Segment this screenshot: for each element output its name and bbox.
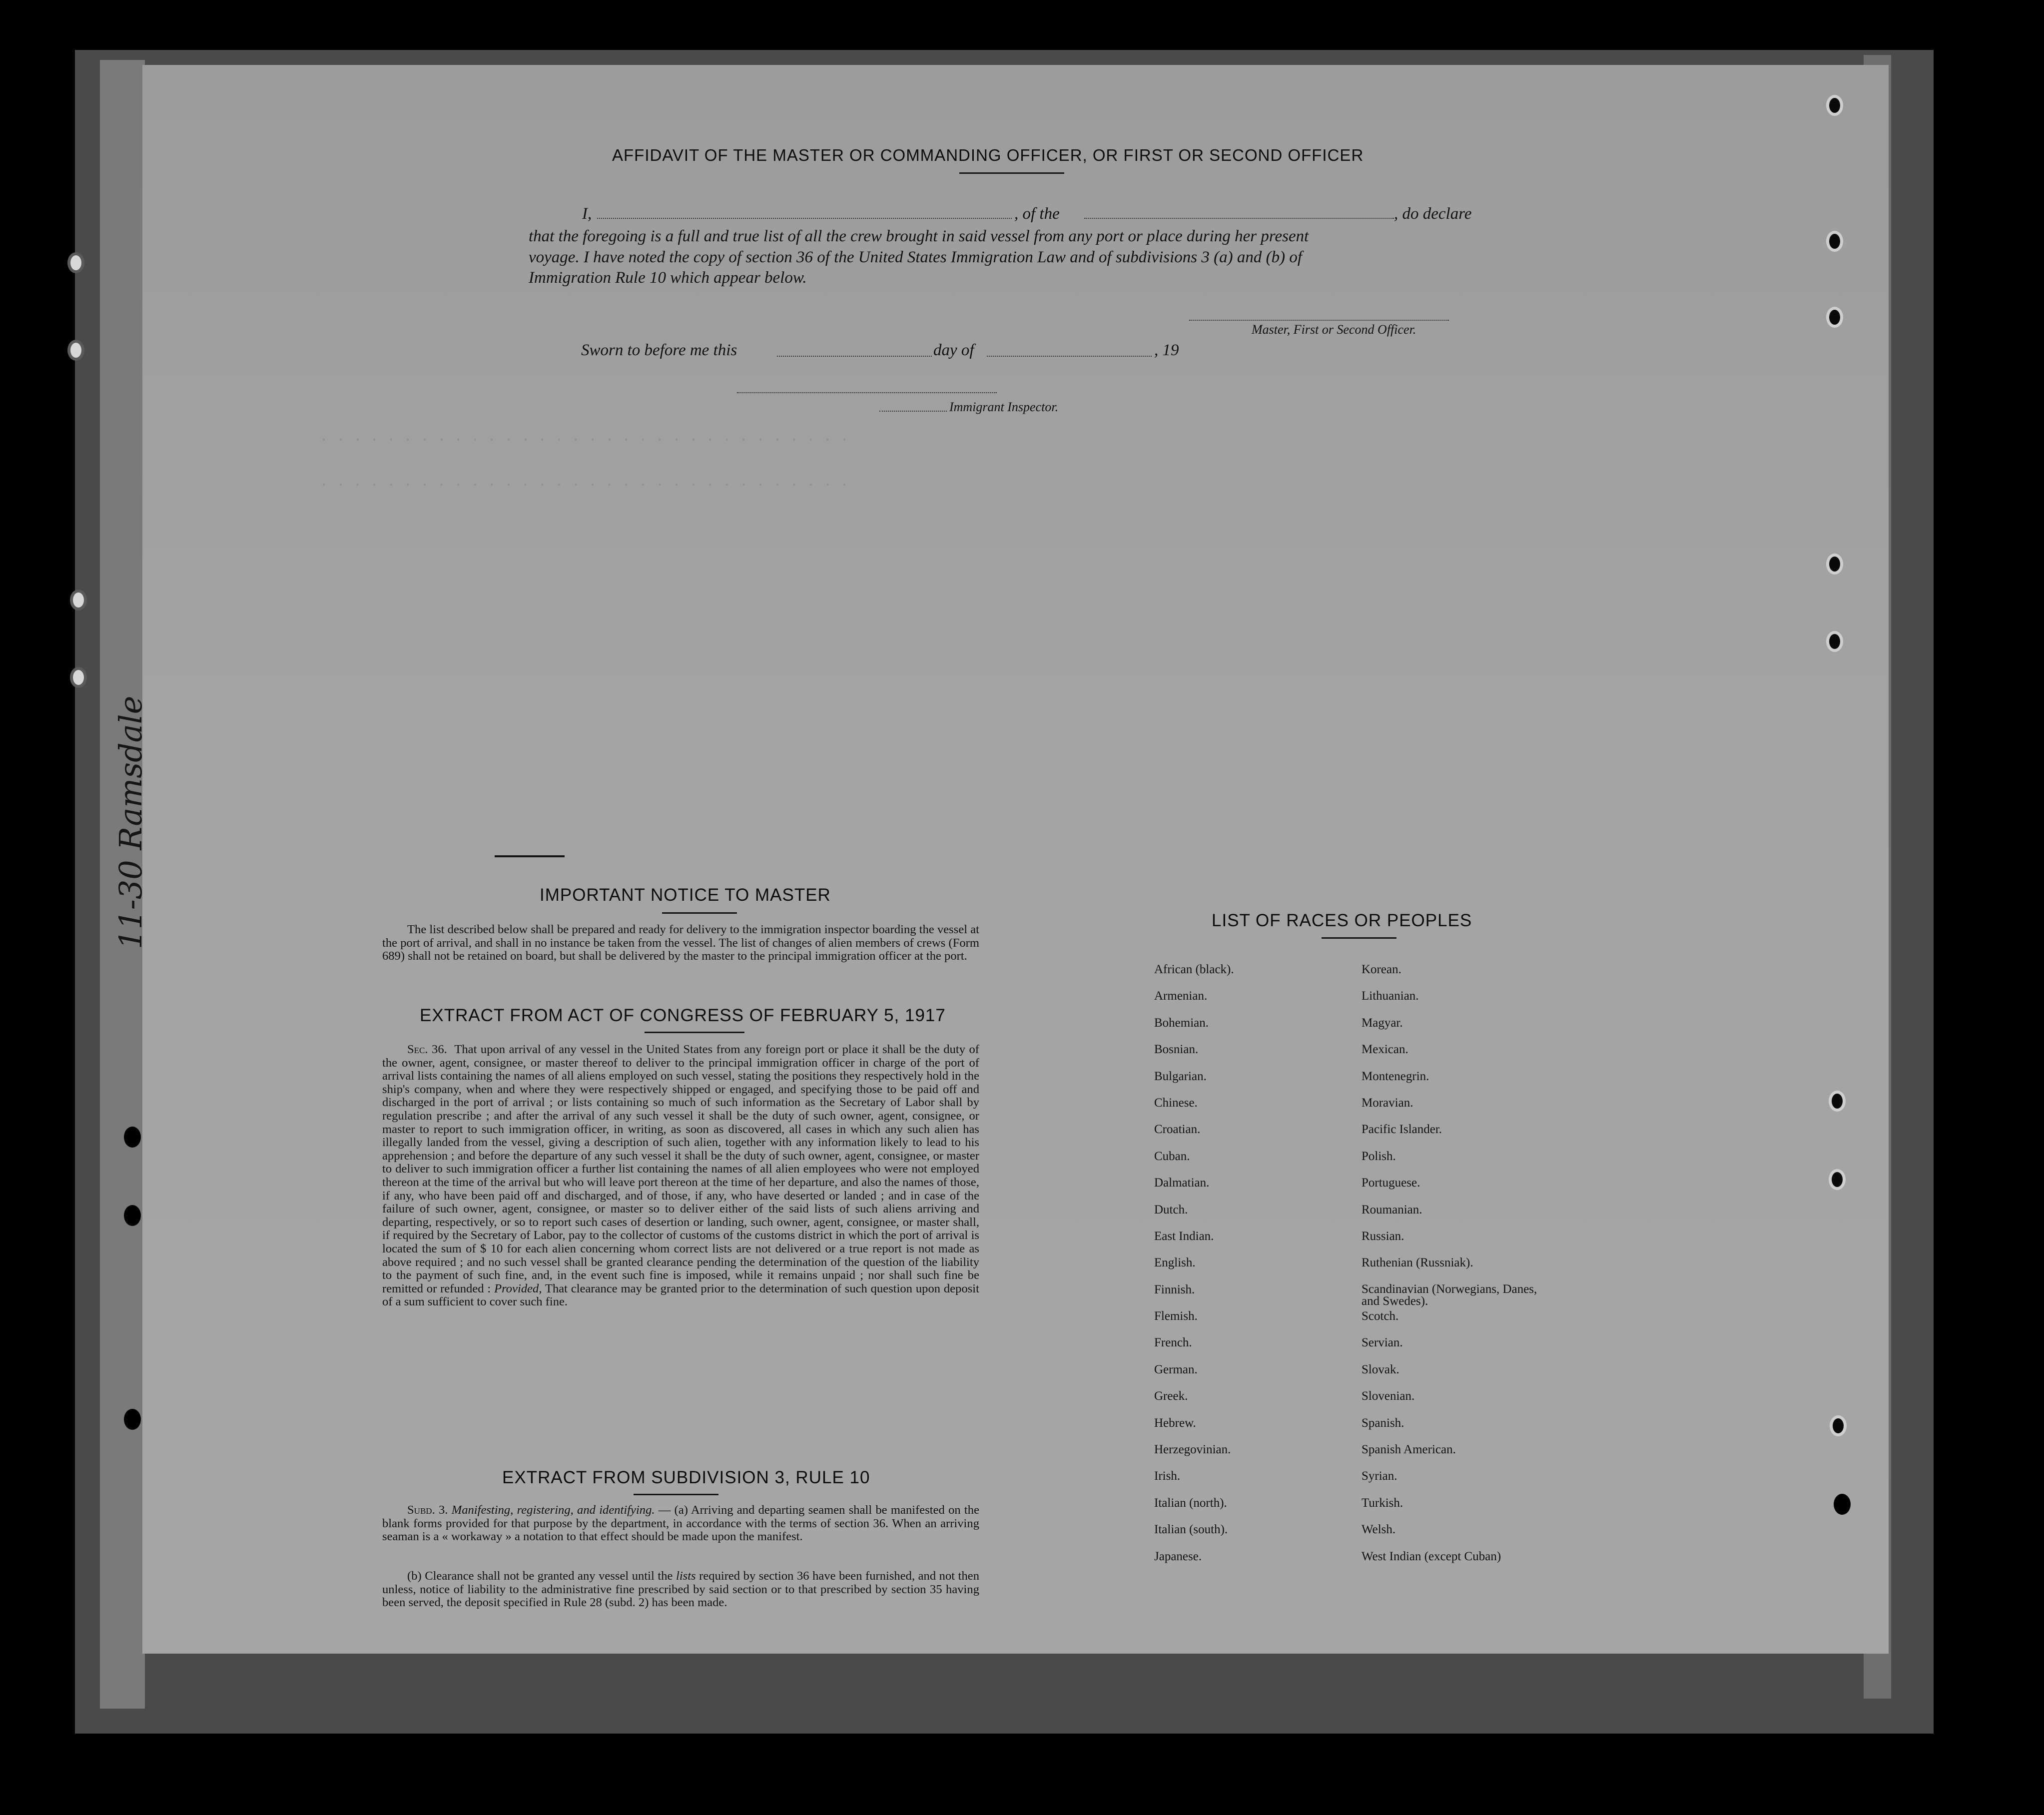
- subdivision-para-b: [382, 1570, 979, 1610]
- affidavit-line: voyage. I have noted the copy of section 36 of the United States Immigration Law and of subdivisions 3 (a) and (b) of: [529, 248, 1303, 266]
- affidavit-line: Immigration Rule 10 which appear below.: [529, 269, 807, 287]
- extract-act-title: EXTRACT FROM ACT OF CONGRESS OF FEBRUARY 5, 1917: [420, 1006, 946, 1025]
- race-item: Pacific Islander.: [1362, 1123, 1442, 1137]
- section-36-body: That upon arrival of any vessel in the United States from any foreign port or place it shall be the duty of the owner, agent, consignee, or master thereof to deliver to the principal immigration officer in charge of the port of arrival lists containing the names of all aliens employed on such vessel, stating the positions they respectively hold in the ship's company, when and where they were respectively shipped or engaged, and specifying those to be paid off and discharged in the port of arrival ; or lists containing so much of such information as the Secretary of Labor shall by regulation prescribe ; and after the arrival of any such vessel it shall be the duty of such owner, agent, consignee, or master to report to such immigration officer, in writing, as soon as discovered, all cases in which any such alien has illegally landed from the vessel, giving a description of such alien, together with any information likely to lead to his apprehension ; and before the departure of any such vessel it shall be the duty of such owner, agent, consignee, or master to deliver to such immigration officer a further list containing the names of all alien employees who were not employed thereon at the time of the arrival but who will leave port thereon at the time of her departure, and also the names of those, if any, who have been paid off and discharged, and of those, if any, who have deserted or landed ; and in case of the failure of such owner, agent, consignee, or master so to deliver either of the said lists of such aliens arriving and departing, respectively, or so to report such cases of desertion or landing, such owner, agent, consignee, or master shall, if required by the Secretary of Labor, pay to the collector of customs of the customs district in which the port of arrival is located the sum of $ 10 for each alien concerning whom correct lists are not delivered or a true report is not made as above required ; and no such vessel shall be granted clearance pending the determination of the question of the liability to the payment of such fine, and, in the event such fine is imposed, while it remains unpaid ; nor shall such fine be remitted or refunded :: [382, 1043, 979, 1295]
- binder-hole: [1826, 231, 1843, 252]
- extract-rule-underline: [634, 1494, 718, 1495]
- notice-title: IMPORTANT NOTICE TO MASTER: [540, 885, 831, 905]
- races-left-column: [1154, 963, 1234, 1577]
- sworn-label: Sworn to before me this: [581, 341, 737, 359]
- master-signature-line[interactable]: [1189, 320, 1449, 321]
- name-blank[interactable]: [597, 218, 1012, 219]
- race-item: Chinese.: [1154, 1096, 1198, 1110]
- month-blank[interactable]: [987, 356, 1152, 357]
- binder-hole: [1830, 1415, 1847, 1436]
- section-label: Sec. 36.: [407, 1043, 447, 1056]
- race-item: Korean.: [1362, 963, 1401, 976]
- race-item: West Indian (except Cuban): [1362, 1549, 1501, 1563]
- decl-do-declare: , do declare: [1394, 205, 1472, 223]
- race-item: Russian.: [1362, 1229, 1404, 1243]
- bleed-through-text: . . . . . . . . . . . . . . . . . . . . . . . . . . . . . . . .: [320, 430, 849, 445]
- notice-text: The list described below shall be prepared and ready for delivery to the immigration inspector boarding the vessel at the port of arrival, and shall in no instance be taken from the vessel. The list of changes of alien members of crews (Form 689) shall not be retained on board, but shall be delivered by the master to the principal immigration officer at the port.: [382, 923, 979, 963]
- race-item: Bulgarian.: [1154, 1069, 1207, 1083]
- binder-hole: [1826, 631, 1843, 652]
- affidavit-line: that the foregoing is a full and true list of all the crew brought in said vessel from any port or place during her present: [529, 227, 1309, 245]
- race-item: Servian.: [1362, 1336, 1403, 1350]
- affidavit-title: AFFIDAVIT OF THE MASTER OR COMMANDING OFFICER, OR FIRST OR SECOND OFFICER: [612, 146, 1364, 164]
- section-36-end: That clearance may be granted prior to the determination of such question upon deposit of a sum sufficient to cover such fine.: [382, 1281, 979, 1309]
- race-item: Italian (south).: [1154, 1523, 1228, 1537]
- race-item: Spanish.: [1362, 1416, 1404, 1430]
- binder-hole: [124, 1205, 141, 1226]
- race-item: Ruthenian (Russniak).: [1362, 1256, 1473, 1270]
- race-item: Magyar.: [1362, 1016, 1403, 1030]
- master-signature-label: Master, First or Second Officer.: [1252, 322, 1416, 337]
- binder-hole: [1834, 1494, 1851, 1515]
- subdivision-heading: Manifesting, registering, and identifying.: [451, 1503, 655, 1517]
- binder-hole: [67, 340, 84, 361]
- race-item: Irish.: [1154, 1469, 1181, 1483]
- race-item: Welsh.: [1362, 1523, 1396, 1537]
- inspector-signature-label: Immigrant Inspector.: [949, 400, 1059, 414]
- binder-hole: [70, 590, 87, 610]
- race-item: Japanese.: [1154, 1549, 1202, 1563]
- handwritten-margin-note: 11-30 Ramsdale: [112, 695, 149, 949]
- race-item: Dutch.: [1154, 1203, 1188, 1216]
- notice-underline: [662, 912, 737, 914]
- extract-act-underline: [645, 1032, 744, 1033]
- binder-hole: [124, 1127, 141, 1148]
- decl-of-the: , of the: [1014, 205, 1060, 223]
- race-item: African (black).: [1154, 963, 1234, 976]
- binder-hole: [70, 667, 87, 688]
- race-item: Dalmatian.: [1154, 1176, 1210, 1190]
- subdivision-a-text: — (a) Arriving and departing seamen shall be manifested on the blank forms provided for that purpose by the department, in accordance with the terms of section 36. When an arriving seaman is a « workaway » a notation to that effect should be made upon the manifest.: [382, 1503, 979, 1544]
- race-item: Polish.: [1362, 1149, 1396, 1163]
- race-item: German.: [1154, 1362, 1198, 1376]
- race-item: Bohemian.: [1154, 1016, 1209, 1030]
- race-item: Croatian.: [1154, 1123, 1201, 1137]
- race-item: Mexican.: [1362, 1043, 1408, 1057]
- inspector-signature-line[interactable]: [737, 392, 997, 393]
- binder-hole: [1826, 95, 1843, 116]
- race-item: Italian (north).: [1154, 1496, 1227, 1510]
- subdivision-para-a: [382, 1504, 979, 1544]
- races-right-column: [1362, 963, 1546, 1577]
- race-item: Slovak.: [1362, 1362, 1399, 1376]
- races-underline: [1322, 937, 1396, 939]
- race-item: Roumanian.: [1362, 1203, 1422, 1216]
- race-item: East Indian.: [1154, 1229, 1214, 1243]
- day-of-label: day of: [933, 341, 974, 359]
- year-label: , 19: [1154, 341, 1179, 359]
- race-item: Scotch.: [1362, 1309, 1399, 1323]
- race-item: Spanish American.: [1362, 1443, 1456, 1457]
- inspector-short-line: [879, 411, 947, 412]
- manifest-sheet: [142, 65, 1889, 1654]
- vessel-blank[interactable]: [1084, 218, 1394, 219]
- race-item: Turkish.: [1362, 1496, 1403, 1510]
- race-item: Greek.: [1154, 1389, 1188, 1403]
- binder-hole: [1829, 1091, 1846, 1112]
- title-underline: [959, 172, 1064, 174]
- provided-word: Provided,: [494, 1281, 542, 1295]
- subdivision-b-end: required by section 36 have been furnished, and not then unless, notice of liability to the administrative fine prescribed by said section or to that prescribed by section 35 having been served, the deposit specified in Rule 28 (subd. 2) has been made.: [382, 1569, 979, 1610]
- race-item: Syrian.: [1362, 1469, 1397, 1483]
- bleed-through-text: . . . . . . . . . . . . . . . . . . . . . . . . . . . . . . . .: [320, 475, 849, 490]
- binder-hole: [1826, 307, 1843, 328]
- decl-i: I,: [582, 205, 592, 223]
- races-title: LIST OF RACES OR PEOPLES: [1212, 911, 1472, 930]
- race-item: Finnish.: [1154, 1282, 1195, 1296]
- binder-hole: [1829, 1169, 1846, 1190]
- race-item: Herzegovinian.: [1154, 1443, 1231, 1457]
- race-item: Lithuanian.: [1362, 989, 1419, 1003]
- lists-word: lists: [676, 1569, 696, 1583]
- subdivision-b-start: (b) Clearance shall not be granted any vessel until the: [407, 1569, 673, 1583]
- race-item: Armenian.: [1154, 989, 1208, 1003]
- race-item: French.: [1154, 1336, 1192, 1350]
- subdivision-label: Subd. 3.: [407, 1503, 448, 1517]
- race-item: Montenegrin.: [1362, 1069, 1429, 1083]
- race-item: Portuguese.: [1362, 1176, 1420, 1190]
- race-item: Moravian.: [1362, 1096, 1413, 1110]
- binder-hole: [124, 1409, 141, 1430]
- race-item: Flemish.: [1154, 1309, 1198, 1323]
- day-blank[interactable]: [777, 356, 932, 357]
- binder-hole: [1826, 554, 1843, 575]
- race-item: Slovenian.: [1362, 1389, 1415, 1403]
- section-36-text: [382, 1043, 979, 1309]
- binder-hole: [67, 252, 84, 273]
- race-item: Hebrew.: [1154, 1416, 1196, 1430]
- race-item: Bosnian.: [1154, 1043, 1199, 1057]
- race-item: Cuban.: [1154, 1149, 1190, 1163]
- separator-dash: [495, 855, 565, 857]
- race-item: English.: [1154, 1256, 1196, 1270]
- extract-rule-title: EXTRACT FROM SUBDIVISION 3, RULE 10: [502, 1468, 870, 1487]
- race-item: Scandinavian (Norwegians, Danes, and Swedes).: [1362, 1282, 1537, 1308]
